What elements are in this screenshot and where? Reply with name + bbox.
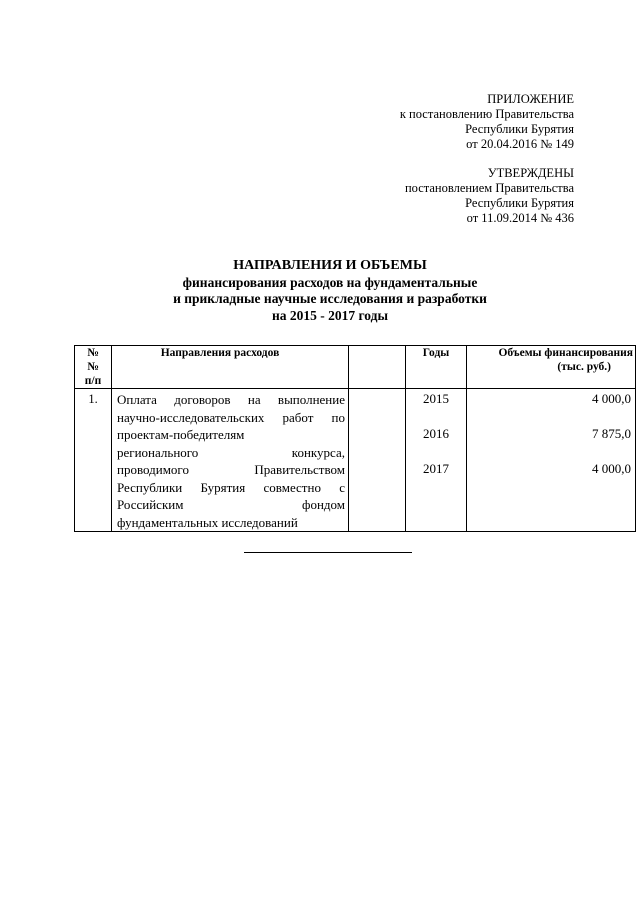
table-header-row — [75, 346, 636, 389]
row-empty-cell — [349, 389, 406, 532]
approved-header — [405, 166, 574, 226]
direction-line: Российским фондом — [117, 497, 345, 512]
direction-line: фундаментальных исследований — [117, 514, 298, 530]
header-years — [406, 346, 467, 389]
year-value: 2016 — [423, 426, 449, 441]
appendix-date-number: от 20.04.2016 № 149 — [466, 137, 574, 151]
appendix-republic: Республики Бурятия — [465, 122, 574, 136]
year-value: 2017 — [423, 461, 449, 476]
appendix-header — [400, 92, 574, 152]
appendix-label: ПРИЛОЖЕНИЕ — [487, 92, 574, 106]
direction-line: регионального конкурса, — [117, 444, 345, 460]
approved-label: УТВЕРЖДЕНЫ — [487, 166, 574, 180]
header-years-label: Годы — [422, 347, 450, 359]
row-number: 1. — [75, 389, 112, 532]
direction-line: научно-исследовательских работ по — [117, 409, 345, 425]
row-volumes — [467, 389, 636, 532]
row-direction — [112, 389, 349, 532]
header-number-line: № — [87, 347, 99, 359]
direction-line: Республики Бурятия совместно с — [117, 479, 345, 495]
approved-republic: Республики Бурятия — [465, 196, 574, 210]
header-direction-label: Направления расходов — [160, 347, 280, 359]
volume-value: 4 000,0 — [592, 391, 631, 406]
approved-date-number: от 11.09.2014 № 436 — [466, 211, 574, 225]
title-line-3: и прикладные научные исследования и разработки — [173, 291, 487, 306]
financing-table — [74, 345, 636, 532]
title-line-2: финансирования расходов на фундаментальные — [182, 274, 478, 290]
header-volume-unit: (тыс. руб.) — [557, 361, 611, 373]
title-line-main: НАПРАВЛЕНИЯ И ОБЪЕМЫ — [233, 258, 427, 273]
header-empty — [349, 346, 406, 389]
document-title — [0, 258, 640, 324]
header-number — [75, 346, 112, 389]
appendix-resolution-text: к постановлению Правительства — [399, 107, 574, 121]
volume-value: 7 875,0 — [592, 426, 631, 441]
direction-line: проводимого Правительством — [117, 462, 345, 477]
header-volume-line: Объемы финансирования — [498, 347, 633, 359]
direction-line: Оплата договоров на выполнение — [117, 392, 345, 407]
approved-resolution-text: постановлением Правительства — [404, 181, 574, 195]
direction-line: проектам-победителям — [117, 427, 245, 442]
row-years — [406, 389, 467, 532]
header-number-line: п/п — [84, 375, 102, 387]
volume-value: 4 000,0 — [592, 461, 631, 476]
title-line-4: на 2015 - 2017 годы — [271, 307, 389, 323]
table-row — [75, 389, 636, 532]
year-value: 2015 — [423, 391, 449, 406]
header-volume — [467, 346, 636, 389]
header-number-line: № — [87, 361, 99, 373]
end-divider — [244, 552, 412, 553]
header-direction — [112, 346, 349, 389]
